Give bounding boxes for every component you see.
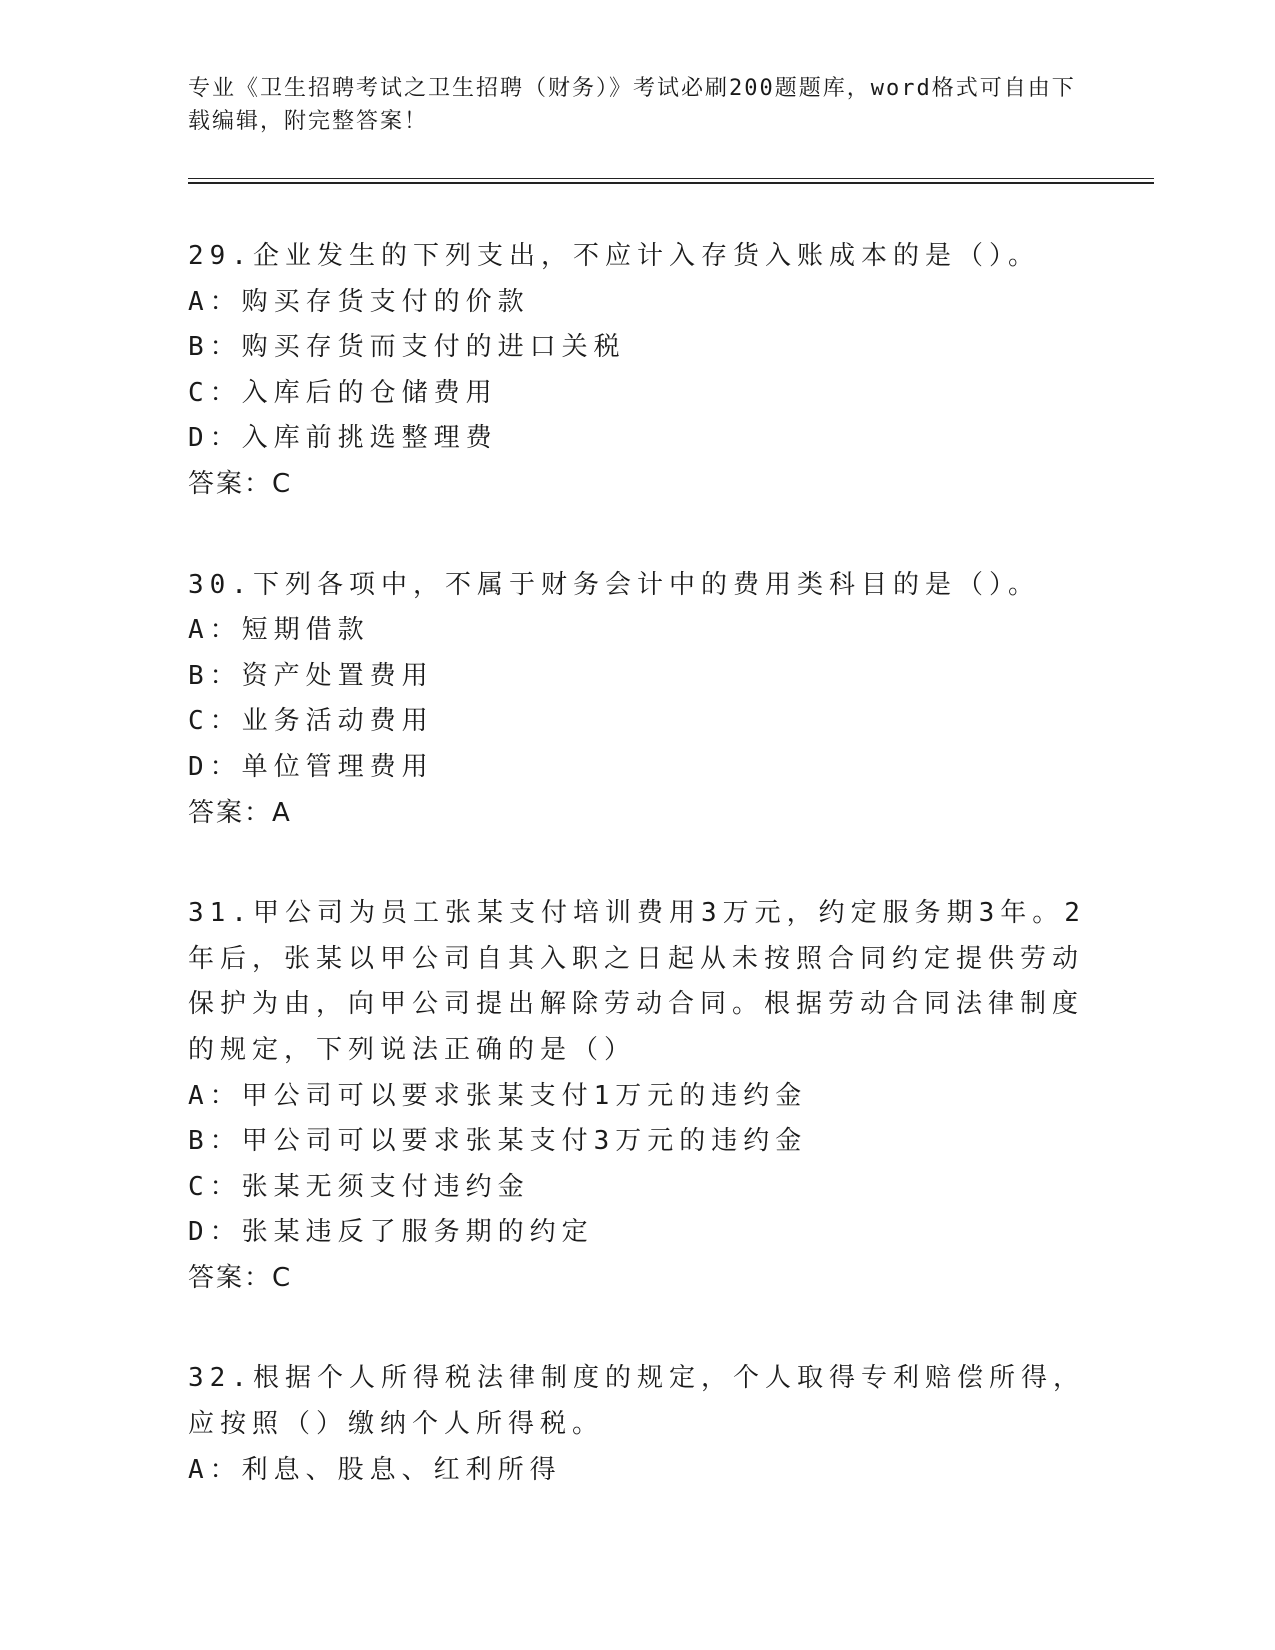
- question-stem: 30.下列各项中，不属于财务会计中的费用类科目的是（）。: [188, 569, 1040, 600]
- option-a: A：甲公司可以要求张某支付1万元的违约金: [188, 1080, 808, 1111]
- question-stem: 32.根据个人所得税法律制度的规定，个人取得专利赔偿所得，应按照（）缴纳个人所得税。: [188, 1363, 1085, 1440]
- option-a: A：利息、股息、红利所得: [188, 1454, 562, 1485]
- answer-line: 答案：C: [188, 1262, 293, 1293]
- question-30: [188, 563, 1088, 837]
- question-32: [188, 1356, 1088, 1493]
- option-d: D：张某违反了服务期的约定: [188, 1217, 594, 1248]
- header-divider-thin: [188, 178, 1154, 179]
- option-c: C：业务活动费用: [188, 706, 434, 737]
- question-stem: 31.甲公司为员工张某支付培训费用3万元，约定服务期3年。2年后，张某以甲公司自其入职之日起从未按照合同约定提供劳动保护为由，向甲公司提出解除劳动合同。根据劳动合同法律制度的规定，下列说法正确的是（）: [188, 898, 1086, 1065]
- option-c: C：入库后的仓储费用: [188, 377, 498, 408]
- question-list: [188, 234, 1088, 1548]
- answer-line: 答案：C: [188, 468, 293, 499]
- option-c: C：张某无须支付违约金: [188, 1171, 530, 1202]
- option-a: A：购买存货支付的价款: [188, 286, 530, 317]
- option-a: A：短期借款: [188, 615, 370, 646]
- answer-line: 答案：A: [188, 797, 292, 828]
- header-divider-thick: [188, 182, 1154, 184]
- document-header: 专业《卫生招聘考试之卫生招聘（财务）》考试必刷200题题库，word格式可自由下载编辑，附完整答案！: [188, 76, 1076, 134]
- option-b: B：甲公司可以要求张某支付3万元的违约金: [188, 1126, 808, 1157]
- option-d: D：单位管理费用: [188, 751, 434, 782]
- question-29: [188, 234, 1088, 508]
- question-31: [188, 891, 1088, 1301]
- question-stem: 29.企业发生的下列支出，不应计入存货入账成本的是（）。: [188, 241, 1040, 271]
- option-d: D：入库前挑选整理费: [188, 423, 498, 454]
- option-b: B：资产处置费用: [188, 660, 434, 691]
- option-b: B：购买存货而支付的进口关税: [188, 332, 626, 363]
